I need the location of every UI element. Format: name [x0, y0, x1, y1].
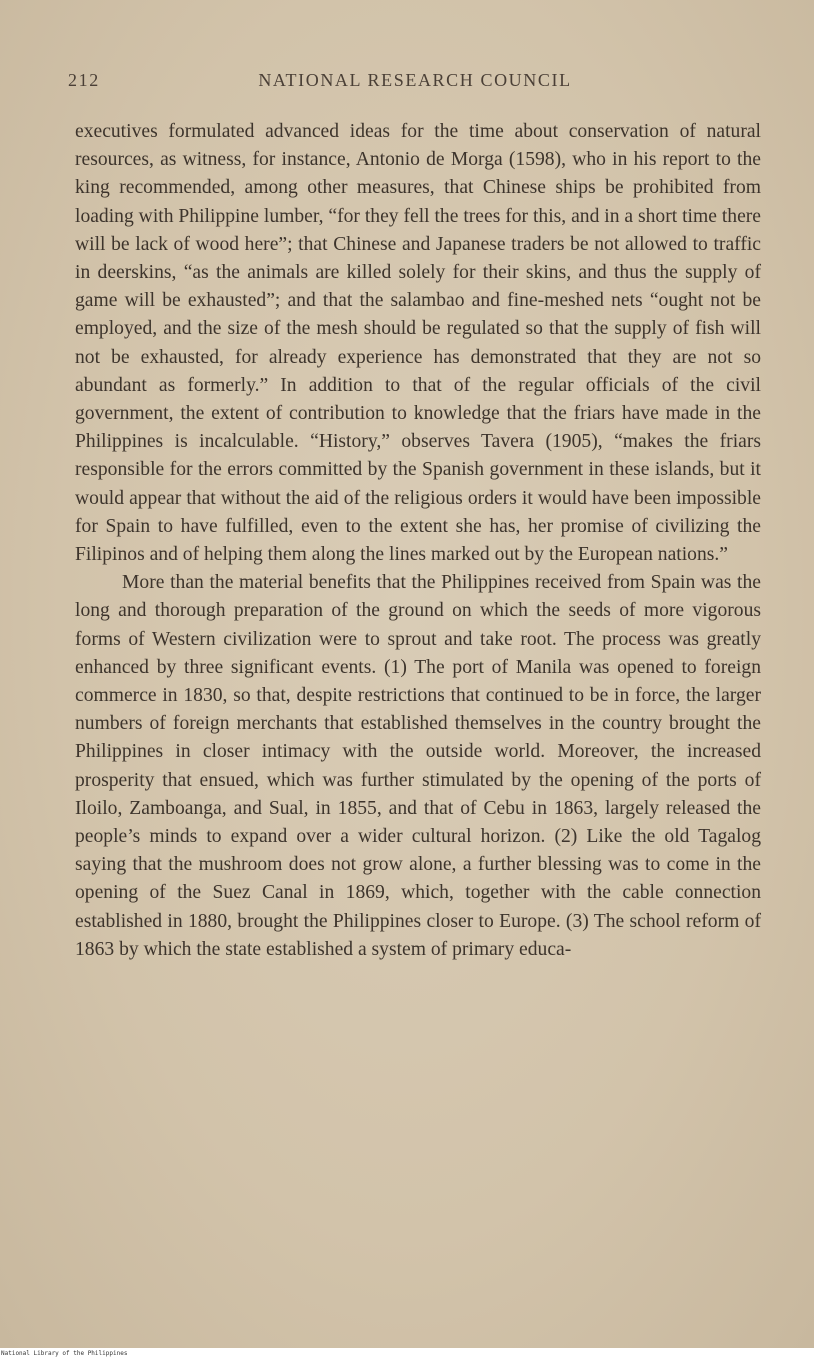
page-header	[68, 70, 762, 96]
paragraph-2: More than the material benefits that the Philippines received from Spain was the long and thorough preparation of the ground on which the seeds of more vigorous forms of Western civilization were to sprout and take root. The process was greatly enhanced by three significant events. (1) The port of Manila was opened to foreign commerce in 1830, so that, despite restrictions that continued to be in force, the larger numbers of foreign merchants that established themselves in the country brought the Philippines in closer intimacy with the outside world. Moreover, the increased prosperity that ensued, which was further stimulated by the opening of the ports of Iloilo, Zamboanga, and Sual, in 1855, and that of Cebu in 1863, largely released the people’s minds to expand over a wider cultural horizon. (2) Like the old Tagalog saying that the mushroom does not grow alone, a further blessing was to come in the opening of the Suez Canal in 1869, which, together with the cable connection established in 1880, brought the Philippines closer to Europe. (3) The school reform of 1863 by which the state established a system of primary educa-	[75, 572, 761, 960]
body-text	[75, 118, 761, 964]
page-number: 212	[68, 70, 100, 90]
paragraph-1: executives formulated advanced ideas for the time about conservation of natural resources, as witness, for instance, Antonio de Morga (1598), who in his report to the king recommended, among other measures, that Chinese ships be prohibited from loading with Philippine lumber, “for they fell the trees for this, and in a short time there will be lack of wood here”; that Chinese and Japanese traders be not allowed to traffic in deerskins, “as the animals are killed solely for their skins, and thus the supply of game will be exhausted”; and that the salambao and fine-meshed nets “ought not be employed, and the size of the mesh should be regulated so that the supply of fish will not be exhausted, for already experience has demonstrated that they are not so abundant as formerly.” In addition to that of the regular officials of the civil government, the extent of contribution to knowledge that the friars have made in the Philippines is incalculable. “History,” observes Tavera (1905), “makes the friars responsible for the errors committed by the Spanish government in these islands, but it would appear that without the aid of the religious orders it would have been impossible for Spain to have fulfilled, even to the extent she has, her promise of civilizing the Filipinos and of helping them along the lines marked out by the European nations.”	[75, 121, 761, 566]
running-head: NATIONAL RESEARCH COUNCIL	[258, 70, 572, 90]
library-credit: National Library of the Philippines	[1, 1350, 128, 1357]
